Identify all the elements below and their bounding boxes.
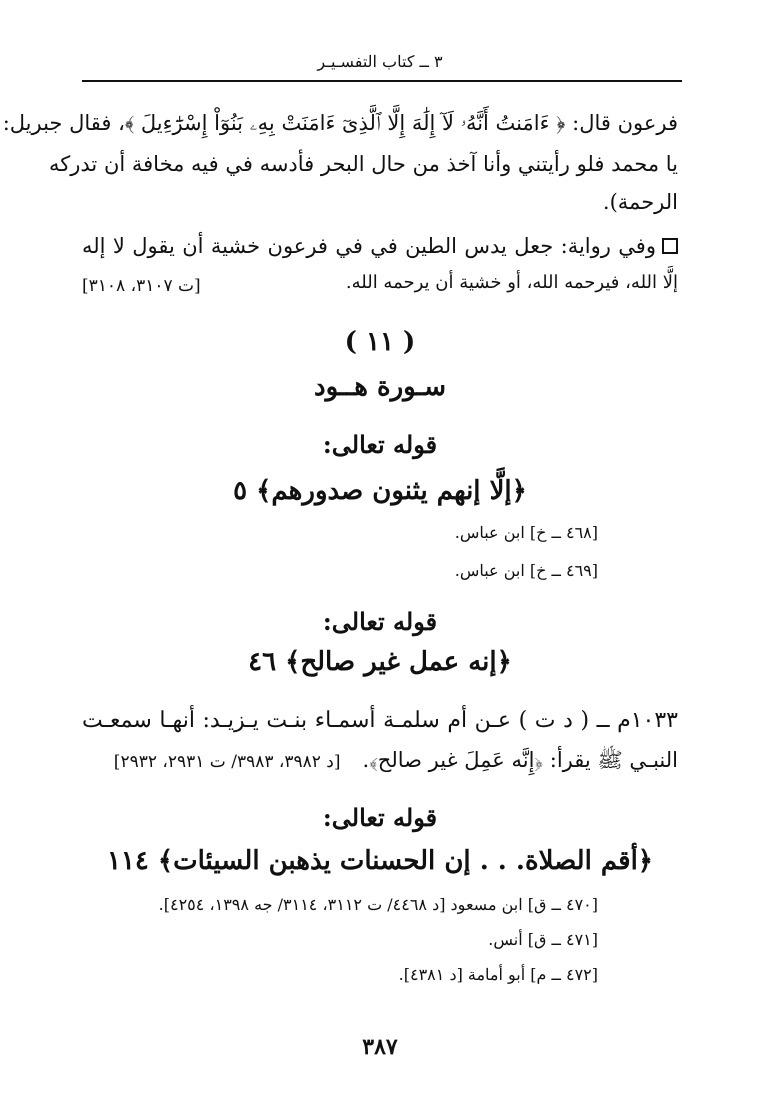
section-1-ayah: ﴿إلَّا إنهم يثنون صدورهم﴾ ٥ — [233, 476, 527, 506]
section-2-heading: قوله تعالى: — [322, 607, 438, 636]
section-3-heading: قوله تعالى: — [322, 803, 438, 832]
riwaya-reference: [ت ٣١٠٧، ٣١٠٨] — [82, 276, 201, 296]
intro-line-3: الرحمة). — [602, 190, 678, 214]
section-1-item-2: [٤٦٩ ــ خ] ابن عباس. — [454, 561, 598, 580]
hadith-line-1: ١٠٣٣م ــ ( د ت ) عـن أم سلمـة أسمـاء بنـت يـزيـد: أنهـا سمعـت — [82, 708, 678, 733]
riwaya-line-2: إلَّا الله، فيرحمه الله، أو خشية أن يرحمه الله. — [345, 272, 678, 293]
section-3-item-3: [٤٧٢ ــ م] أبو أمامة [د ٤٣٨١]. — [398, 965, 598, 984]
hadith-reference: [د ٣٩٨٢، ٣٩٨٣/ ت ٢٩٣١، ٢٩٣٢] — [113, 752, 341, 772]
hadith-line-2: النبـي ﷺ يقرأ: ﴿إِنَّه عَمِلَ غير صالح﴾.[د ٣٩٨٢، ٣٩٨٣/ ت ٢٩٣١، ٢٩٣٢] — [113, 748, 678, 772]
square-bullet-icon — [662, 238, 678, 254]
running-header: ٣ ــ كتاب التفسـيـر — [317, 52, 443, 71]
riwaya-line-1: وفي رواية: جعل يدس الطين في في فرعون خشية أن يقول لا إله — [82, 236, 678, 257]
section-2-ayah: ﴿إنه عمل غير صالح﴾ ٤٦ — [248, 647, 512, 677]
section-3-item-2: [٤٧١ ــ ق] أنس. — [488, 930, 598, 949]
surah-number: ( ١١ ) — [344, 327, 416, 357]
section-3-ayah: ﴿أقم الصلاة. . . إن الحسنات يذهبن السيئات﴾ ١١٤ — [106, 846, 654, 876]
section-1-heading: قوله تعالى: — [322, 430, 438, 459]
section-3-item-1: [٤٧٠ ــ ق] ابن مسعود [د ٤٤٦٨/ ت ٣١١٢، ٣١١٤/ جه ١٣٩٨، ٤٢٥٤]. — [158, 895, 598, 914]
intro-line-2: يا محمد فلو رأيتني وأنا آخذ من حال البحر فأدسه في فيه مخافة أن تدركه — [49, 152, 678, 176]
surah-title: سـورة هــود — [313, 372, 447, 402]
header-rule — [82, 80, 682, 82]
intro-line-1: فرعون قال: ﴿ ءَامَنتُ أَنَّهُۥ لَآ إِلَٰهَ إِلَّا ٱلَّذِىٓ ءَامَنَتْ بِهِۦ بَنُوٓاْ إِسْرَٰٓءِيلَ ﴾، فقال جبريل: — [2, 111, 678, 135]
section-1-item-1: [٤٦٨ ــ خ] ابن عباس. — [454, 523, 598, 542]
page-number: ٣٨٧ — [362, 1034, 398, 1060]
